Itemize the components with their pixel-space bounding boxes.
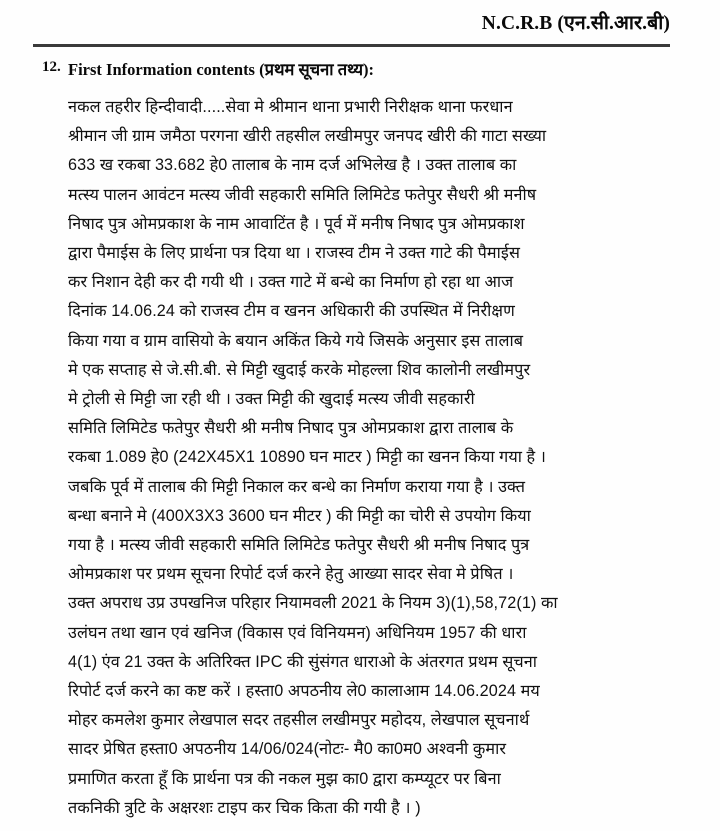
body-line: रिपोर्ट दर्ज करने का कष्ट करें । हस्ता0 अपठनीय ले0 कालाआम 14.06.2024 मय bbox=[68, 682, 540, 701]
body-line: समिति लिमिटेड फतेपुर सैधरी श्री मनीष निषाद पुत्र ओमप्रकाश द्वारा तालाब के bbox=[68, 419, 514, 438]
header-divider bbox=[33, 44, 670, 47]
body-line: किया गया व ग्राम वासियो के बयान अकिंत किये गये जिसके अनुसार इस तालाब bbox=[68, 331, 524, 350]
body-line: उक्त अपराध उप्र उपखनिज परिहार नियामवली 2021 के नियम 3)(1),58,72(1) का bbox=[68, 594, 558, 613]
page-title: N.C.R.B (एन.सी.आर.बी) bbox=[481, 13, 670, 34]
body-line: उलंघन तथा खान एवं खनिज (विकास एवं विनियमन) अधिनियम 1957 की धारा bbox=[68, 623, 527, 642]
body-line: जबकि पूर्व में तालाब की मिट्टी निकाल कर बन्धे का निर्माण कराया गया है । उक्त bbox=[68, 477, 526, 496]
body-line: द्वारा पैमाईस के लिए प्रार्थना पत्र दिया था । राजस्व टीम ने उक्त गाटे की पैमाईस bbox=[68, 244, 520, 263]
page-header bbox=[0, 0, 720, 48]
section-number: 12. bbox=[42, 59, 61, 75]
body-line: निषाद पुत्र ओमप्रकाश के नाम आवाटिंत है । पूर्व में मनीष निषाद पुत्र ओमप्रकाश bbox=[68, 214, 525, 233]
body-line: मत्स्य पालन आवंटन मत्स्य जीवी सहकारी समिति लिमिटेड फतेपुर सैधरी श्री मनीष bbox=[68, 185, 537, 204]
body-line: मे ट्रोली से मिट्टी जा रही थी । उक्त मिट्टी की खुदाई मत्स्य जीवी सहकारी bbox=[68, 390, 475, 409]
section-title: First Information contents (प्रथम सूचना तथ्य): bbox=[68, 60, 375, 79]
body-line: मोहर कमलेश कुमार लेखपाल सदर तहसील लखीमपुर महोदय, लेखपाल सूचनार्थ bbox=[68, 711, 530, 730]
body-line: नकल तहरीर हिन्दीवादी.....सेवा मे श्रीमान थाना प्रभारी निरीक्षक थाना फरधान bbox=[68, 98, 513, 116]
body-line: रकबा 1.089 हे0 (242X45X1 10890 घन माटर ) मिट्टी का खनन किया गया है । bbox=[68, 448, 546, 467]
body-line: गया है । मत्स्य जीवी सहकारी समिति लिमिटेड फतेपुर सैधरी श्री मनीष निषाद पुत्र bbox=[68, 536, 530, 555]
body-line: कर निशान देही कर दी गयी थी । उक्त गाटे में बन्धे का निर्माण हो रहा था आज bbox=[68, 273, 514, 292]
section-heading-row bbox=[0, 55, 720, 85]
body-line: मे एक सप्ताह से जे.सी.बी. से मिट्टी खुदाई करके मोहल्ला शिव कालोनी लखीमपुर bbox=[68, 360, 531, 379]
body-line: तकनिकी त्रुटि के अक्षरशः टाइप कर चिक किता की गयी है । ) bbox=[68, 798, 421, 817]
body-line: बन्धा बनाने मे (400X3X3 3600 घन मीटर ) की मिट्टी का चोरी से उपयोग किया bbox=[68, 506, 531, 525]
body-line: 633 ख रकबा 33.682 हे0 तालाब के नाम दर्ज अभिलेख है । उक्त तालाब का bbox=[68, 156, 517, 175]
body-line: ओमप्रकाश पर प्रथम सूचना रिपोर्ट दर्ज करने हेतु आख्या सादर सेवा मे प्रेषित । bbox=[68, 565, 514, 584]
body-line: 4(1) एंव 21 उक्त के अतिरिक्त IPC की सुंसंगत धाराओ के अंतरगत प्रथम सूचना bbox=[68, 652, 538, 671]
first-information-contents-body bbox=[68, 93, 674, 823]
body-line: सादर प्रेषित हस्ता0 अपठनीय 14/06/024(नोटः- मै0 का0म0 अश्वनी कुमार bbox=[68, 740, 507, 759]
body-line: श्रीमान जी ग्राम जमैठा परगना खीरी तहसील लखीमपुर जनपद खीरी की गाटा सख्या bbox=[68, 127, 547, 146]
body-line: प्रमाणित करता हूँ कि प्रार्थना पत्र की नकल मुझ का0 द्वारा कम्प्यूटर पर बिना bbox=[68, 769, 501, 788]
body-line: दिनांक 14.06.24 को राजस्व टीम व खनन अधिकारी की उपस्थित में निरीक्षण bbox=[68, 302, 515, 321]
